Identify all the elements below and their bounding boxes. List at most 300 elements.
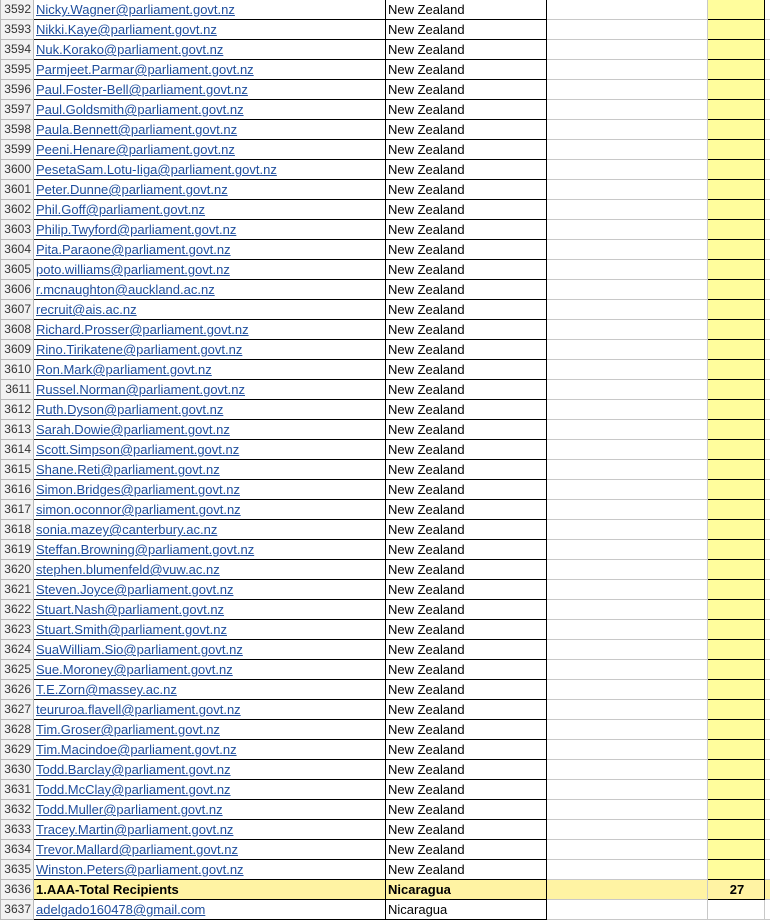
country-cell[interactable]: New Zealand (386, 400, 547, 420)
empty-cell[interactable] (765, 280, 770, 300)
country-cell[interactable]: New Zealand (386, 380, 547, 400)
empty-cell[interactable] (547, 900, 708, 920)
count-cell[interactable] (708, 820, 765, 840)
email-link[interactable]: Stuart.Nash@parliament.govt.nz (34, 600, 386, 620)
country-cell[interactable]: New Zealand (386, 300, 547, 320)
table-row (1, 580, 770, 600)
email-link[interactable]: Philip.Twyford@parliament.govt.nz (34, 220, 386, 240)
count-cell[interactable] (708, 520, 765, 540)
email-link[interactable]: Simon.Bridges@parliament.govt.nz (34, 480, 386, 500)
count-cell[interactable] (708, 160, 765, 180)
country-cell[interactable]: New Zealand (386, 0, 547, 20)
empty-cell[interactable] (547, 640, 708, 660)
row-header[interactable]: 3597 (1, 100, 34, 120)
total-label[interactable]: 1.AAA-Total Recipients (34, 880, 386, 900)
count-cell[interactable] (708, 60, 765, 80)
email-link[interactable]: teururoa.flavell@parliament.govt.nz (34, 700, 386, 720)
empty-cell[interactable] (765, 820, 770, 840)
count-cell[interactable] (708, 560, 765, 580)
empty-cell[interactable] (547, 80, 708, 100)
country-cell[interactable]: New Zealand (386, 140, 547, 160)
country-cell[interactable]: New Zealand (386, 100, 547, 120)
count-cell[interactable] (708, 120, 765, 140)
empty-cell[interactable] (765, 180, 770, 200)
email-link[interactable]: Richard.Prosser@parliament.govt.nz (34, 320, 386, 340)
empty-cell[interactable] (765, 500, 770, 520)
country-cell[interactable]: New Zealand (386, 280, 547, 300)
email-link[interactable]: Ruth.Dyson@parliament.govt.nz (34, 400, 386, 420)
empty-cell[interactable] (547, 180, 708, 200)
empty-cell[interactable] (765, 400, 770, 420)
count-cell[interactable] (708, 420, 765, 440)
empty-cell[interactable] (547, 600, 708, 620)
email-link[interactable]: poto.williams@parliament.govt.nz (34, 260, 386, 280)
empty-cell[interactable] (547, 480, 708, 500)
email-link[interactable]: recruit@ais.ac.nz (34, 300, 386, 320)
row-header[interactable]: 3608 (1, 320, 34, 340)
empty-cell[interactable] (547, 460, 708, 480)
row-header[interactable]: 3624 (1, 640, 34, 660)
country-cell[interactable]: New Zealand (386, 700, 547, 720)
email-link[interactable]: Trevor.Mallard@parliament.govt.nz (34, 840, 386, 860)
empty-cell[interactable] (765, 660, 770, 680)
row-header[interactable]: 3605 (1, 260, 34, 280)
country-cell[interactable]: New Zealand (386, 340, 547, 360)
empty-cell[interactable] (547, 280, 708, 300)
row-header[interactable]: 3622 (1, 600, 34, 620)
email-link[interactable]: Nicky.Wagner@parliament.govt.nz (34, 0, 386, 20)
country-cell[interactable]: New Zealand (386, 320, 547, 340)
count-cell[interactable] (708, 460, 765, 480)
country-cell[interactable]: New Zealand (386, 420, 547, 440)
empty-cell[interactable] (765, 380, 770, 400)
email-link[interactable]: Steffan.Browning@parliament.govt.nz (34, 540, 386, 560)
empty-cell[interactable] (547, 400, 708, 420)
count-cell[interactable] (708, 280, 765, 300)
empty-cell[interactable] (547, 200, 708, 220)
empty-cell[interactable] (547, 380, 708, 400)
empty-cell[interactable] (547, 540, 708, 560)
table-row (1, 780, 770, 800)
empty-cell[interactable] (765, 780, 770, 800)
count-cell[interactable] (708, 700, 765, 720)
row-header[interactable]: 3619 (1, 540, 34, 560)
empty-cell[interactable] (765, 100, 770, 120)
empty-cell[interactable] (765, 480, 770, 500)
country-cell[interactable]: Nicaragua (386, 900, 547, 920)
count-cell[interactable] (708, 680, 765, 700)
empty-cell[interactable] (547, 520, 708, 540)
empty-cell[interactable] (765, 440, 770, 460)
row-header[interactable]: 3607 (1, 300, 34, 320)
empty-cell[interactable] (765, 40, 770, 60)
row-header[interactable]: 3593 (1, 20, 34, 40)
row-header[interactable]: 3637 (1, 900, 34, 920)
empty-cell[interactable] (547, 780, 708, 800)
count-cell[interactable] (708, 720, 765, 740)
row-header[interactable]: 3611 (1, 380, 34, 400)
count-cell[interactable] (708, 640, 765, 660)
empty-cell[interactable] (547, 0, 708, 20)
row-header[interactable]: 3604 (1, 240, 34, 260)
email-link[interactable]: Peter.Dunne@parliament.govt.nz (34, 180, 386, 200)
count-cell[interactable] (708, 480, 765, 500)
empty-cell[interactable] (547, 60, 708, 80)
email-link[interactable]: Tim.Groser@parliament.govt.nz (34, 720, 386, 740)
email-link[interactable]: Phil.Goff@parliament.govt.nz (34, 200, 386, 220)
empty-cell[interactable] (765, 80, 770, 100)
total-count[interactable]: 27 (708, 880, 765, 900)
empty-cell[interactable] (765, 560, 770, 580)
empty-cell[interactable] (547, 160, 708, 180)
country-cell[interactable]: New Zealand (386, 760, 547, 780)
email-link[interactable]: Sue.Moroney@parliament.govt.nz (34, 660, 386, 680)
row-header[interactable]: 3606 (1, 280, 34, 300)
country-cell[interactable]: New Zealand (386, 560, 547, 580)
country-cell[interactable]: New Zealand (386, 200, 547, 220)
row-header[interactable]: 3598 (1, 120, 34, 140)
table-row (1, 100, 770, 120)
empty-cell[interactable] (547, 340, 708, 360)
email-link[interactable]: Tim.Macindoe@parliament.govt.nz (34, 740, 386, 760)
grid-body (1, 0, 770, 920)
country-cell[interactable]: New Zealand (386, 740, 547, 760)
empty-cell[interactable] (547, 360, 708, 380)
table-row (1, 660, 770, 680)
row-header[interactable]: 3634 (1, 840, 34, 860)
email-link[interactable]: Rino.Tirikatene@parliament.govt.nz (34, 340, 386, 360)
row-header[interactable]: 3631 (1, 780, 34, 800)
empty-cell[interactable] (765, 160, 770, 180)
row-header[interactable]: 3635 (1, 860, 34, 880)
table-row (1, 340, 770, 360)
empty-cell[interactable] (765, 580, 770, 600)
empty-cell[interactable] (547, 220, 708, 240)
table-row (1, 60, 770, 80)
empty-cell[interactable] (765, 300, 770, 320)
empty-cell[interactable] (765, 840, 770, 860)
empty-cell[interactable] (765, 360, 770, 380)
email-link[interactable]: Steven.Joyce@parliament.govt.nz (34, 580, 386, 600)
email-link[interactable]: Sarah.Dowie@parliament.govt.nz (34, 420, 386, 440)
row-header[interactable]: 3613 (1, 420, 34, 440)
empty-cell[interactable] (547, 800, 708, 820)
row-header[interactable]: 3623 (1, 620, 34, 640)
email-link[interactable]: Winston.Peters@parliament.govt.nz (34, 860, 386, 880)
email-link[interactable]: simon.oconnor@parliament.govt.nz (34, 500, 386, 520)
empty-cell[interactable] (547, 240, 708, 260)
email-link[interactable]: SuaWilliam.Sio@parliament.govt.nz (34, 640, 386, 660)
empty-cell[interactable] (765, 60, 770, 80)
country-cell[interactable]: New Zealand (386, 500, 547, 520)
empty-cell[interactable] (765, 140, 770, 160)
count-cell[interactable] (708, 500, 765, 520)
count-cell[interactable] (708, 660, 765, 680)
empty-cell[interactable] (765, 520, 770, 540)
email-link[interactable]: Stuart.Smith@parliament.govt.nz (34, 620, 386, 640)
count-cell[interactable] (708, 200, 765, 220)
country-cell[interactable]: New Zealand (386, 520, 547, 540)
row-header[interactable]: 3618 (1, 520, 34, 540)
count-cell[interactable] (708, 20, 765, 40)
email-link[interactable]: Paula.Bennett@parliament.govt.nz (34, 120, 386, 140)
empty-cell[interactable] (765, 320, 770, 340)
count-cell[interactable] (708, 380, 765, 400)
count-cell[interactable] (708, 600, 765, 620)
count-cell[interactable] (708, 100, 765, 120)
empty-cell[interactable] (547, 440, 708, 460)
email-link[interactable]: Ron.Mark@parliament.govt.nz (34, 360, 386, 380)
empty-cell[interactable] (765, 680, 770, 700)
empty-cell[interactable] (765, 20, 770, 40)
count-cell[interactable] (708, 780, 765, 800)
empty-cell[interactable] (765, 760, 770, 780)
empty-cell[interactable] (547, 720, 708, 740)
count-cell[interactable] (708, 240, 765, 260)
country-cell[interactable]: New Zealand (386, 240, 547, 260)
email-link[interactable]: Todd.Muller@parliament.govt.nz (34, 800, 386, 820)
empty-cell[interactable] (547, 820, 708, 840)
row-header[interactable]: 3609 (1, 340, 34, 360)
country-cell[interactable]: New Zealand (386, 680, 547, 700)
empty-cell[interactable] (547, 580, 708, 600)
email-link[interactable]: stephen.blumenfeld@vuw.ac.nz (34, 560, 386, 580)
country-cell[interactable]: New Zealand (386, 460, 547, 480)
empty-cell[interactable] (765, 800, 770, 820)
email-link[interactable]: Pita.Paraone@parliament.govt.nz (34, 240, 386, 260)
email-link[interactable]: Paul.Goldsmith@parliament.govt.nz (34, 100, 386, 120)
country-cell[interactable]: New Zealand (386, 480, 547, 500)
row-header[interactable]: 3636 (1, 880, 34, 900)
count-cell[interactable] (708, 180, 765, 200)
row-header[interactable]: 3633 (1, 820, 34, 840)
country-cell[interactable]: New Zealand (386, 80, 547, 100)
table-row (1, 680, 770, 700)
empty-cell[interactable] (765, 720, 770, 740)
row-header[interactable]: 3595 (1, 60, 34, 80)
empty-cell[interactable] (547, 840, 708, 860)
country-cell[interactable]: New Zealand (386, 120, 547, 140)
email-link[interactable]: sonia.mazey@canterbury.ac.nz (34, 520, 386, 540)
row-header[interactable]: 3599 (1, 140, 34, 160)
table-row (1, 900, 770, 920)
country-cell[interactable]: New Zealand (386, 720, 547, 740)
country-cell[interactable]: New Zealand (386, 620, 547, 640)
country-cell[interactable]: New Zealand (386, 40, 547, 60)
table-row (1, 840, 770, 860)
country-cell[interactable]: New Zealand (386, 820, 547, 840)
row-header[interactable]: 3626 (1, 680, 34, 700)
row-header[interactable]: 3614 (1, 440, 34, 460)
email-link[interactable]: Russel.Norman@parliament.govt.nz (34, 380, 386, 400)
empty-cell[interactable] (547, 700, 708, 720)
empty-cell[interactable] (765, 600, 770, 620)
empty-cell[interactable] (547, 740, 708, 760)
row-header[interactable]: 3600 (1, 160, 34, 180)
empty-cell[interactable] (547, 300, 708, 320)
table-row (1, 520, 770, 540)
count-cell[interactable] (708, 360, 765, 380)
email-link[interactable]: r.mcnaughton@auckland.ac.nz (34, 280, 386, 300)
row-header[interactable]: 3617 (1, 500, 34, 520)
empty-cell[interactable] (765, 620, 770, 640)
country-cell[interactable]: New Zealand (386, 780, 547, 800)
count-cell[interactable] (708, 760, 765, 780)
count-cell[interactable] (708, 80, 765, 100)
row-header[interactable]: 3628 (1, 720, 34, 740)
country-cell[interactable]: New Zealand (386, 260, 547, 280)
count-cell[interactable] (708, 840, 765, 860)
country-cell[interactable]: New Zealand (386, 800, 547, 820)
table-row (1, 220, 770, 240)
empty-cell[interactable] (708, 900, 765, 920)
table-row (1, 860, 770, 880)
row-header[interactable]: 3627 (1, 700, 34, 720)
country-cell[interactable]: New Zealand (386, 660, 547, 680)
country-cell[interactable]: New Zealand (386, 160, 547, 180)
empty-cell[interactable] (765, 640, 770, 660)
empty-cell[interactable] (765, 0, 770, 20)
empty-cell[interactable] (765, 540, 770, 560)
count-cell[interactable] (708, 320, 765, 340)
country-cell[interactable]: New Zealand (386, 600, 547, 620)
row-header[interactable]: 3632 (1, 800, 34, 820)
row-header[interactable]: 3630 (1, 760, 34, 780)
empty-cell[interactable] (765, 860, 770, 880)
email-link[interactable]: Peeni.Henare@parliament.govt.nz (34, 140, 386, 160)
table-row (1, 480, 770, 500)
table-row (1, 720, 770, 740)
empty-cell[interactable] (547, 260, 708, 280)
country-cell[interactable]: New Zealand (386, 440, 547, 460)
empty-cell[interactable] (765, 420, 770, 440)
country-cell[interactable]: New Zealand (386, 360, 547, 380)
empty-cell[interactable] (547, 320, 708, 340)
empty-cell[interactable] (547, 860, 708, 880)
count-cell[interactable] (708, 0, 765, 20)
table-row (1, 620, 770, 640)
empty-cell[interactable] (547, 100, 708, 120)
country-cell[interactable]: New Zealand (386, 860, 547, 880)
country-cell[interactable]: New Zealand (386, 840, 547, 860)
table-row (1, 600, 770, 620)
empty-cell[interactable] (547, 120, 708, 140)
count-cell[interactable] (708, 620, 765, 640)
empty-cell[interactable] (765, 340, 770, 360)
email-link[interactable]: Shane.Reti@parliament.govt.nz (34, 460, 386, 480)
row-header[interactable]: 3596 (1, 80, 34, 100)
empty-cell[interactable] (547, 140, 708, 160)
table-row (1, 540, 770, 560)
empty-cell[interactable] (547, 760, 708, 780)
empty-cell[interactable] (765, 900, 770, 920)
empty-cell[interactable] (765, 220, 770, 240)
empty-cell[interactable] (547, 880, 708, 900)
empty-cell[interactable] (547, 500, 708, 520)
count-cell[interactable] (708, 740, 765, 760)
country-cell[interactable]: New Zealand (386, 540, 547, 560)
empty-cell[interactable] (765, 200, 770, 220)
row-header[interactable]: 3616 (1, 480, 34, 500)
row-header[interactable]: 3615 (1, 460, 34, 480)
row-header[interactable]: 3594 (1, 40, 34, 60)
email-link[interactable]: Scott.Simpson@parliament.govt.nz (34, 440, 386, 460)
count-cell[interactable] (708, 40, 765, 60)
country-cell[interactable]: New Zealand (386, 60, 547, 80)
row-header[interactable]: 3629 (1, 740, 34, 760)
count-cell[interactable] (708, 540, 765, 560)
empty-cell[interactable] (547, 20, 708, 40)
email-link[interactable]: PesetaSam.Lotu-Iiga@parliament.govt.nz (34, 160, 386, 180)
total-row (1, 880, 770, 900)
row-header[interactable]: 3612 (1, 400, 34, 420)
count-cell[interactable] (708, 340, 765, 360)
email-link[interactable]: T.E.Zorn@massey.ac.nz (34, 680, 386, 700)
empty-cell[interactable] (765, 240, 770, 260)
row-header[interactable]: 3625 (1, 660, 34, 680)
count-cell[interactable] (708, 860, 765, 880)
table-row (1, 0, 770, 20)
empty-cell[interactable] (547, 680, 708, 700)
row-header[interactable]: 3602 (1, 200, 34, 220)
country-cell[interactable]: Nicaragua (386, 880, 547, 900)
count-cell[interactable] (708, 400, 765, 420)
email-link[interactable]: Parmjeet.Parmar@parliament.govt.nz (34, 60, 386, 80)
country-cell[interactable]: New Zealand (386, 580, 547, 600)
count-cell[interactable] (708, 220, 765, 240)
table-row (1, 800, 770, 820)
table-row (1, 320, 770, 340)
empty-cell[interactable] (765, 260, 770, 280)
row-header[interactable]: 3603 (1, 220, 34, 240)
empty-cell[interactable] (547, 660, 708, 680)
email-link[interactable]: Paul.Foster-Bell@parliament.govt.nz (34, 80, 386, 100)
email-link[interactable]: Tracey.Martin@parliament.govt.nz (34, 820, 386, 840)
email-link[interactable]: adelgado160478@gmail.com (34, 900, 386, 920)
table-row (1, 80, 770, 100)
empty-cell[interactable] (765, 700, 770, 720)
row-header[interactable]: 3601 (1, 180, 34, 200)
count-cell[interactable] (708, 140, 765, 160)
empty-cell[interactable] (547, 420, 708, 440)
count-cell[interactable] (708, 440, 765, 460)
row-header[interactable]: 3621 (1, 580, 34, 600)
count-cell[interactable] (708, 800, 765, 820)
email-link[interactable]: Todd.Barclay@parliament.govt.nz (34, 760, 386, 780)
table-row (1, 740, 770, 760)
count-cell[interactable] (708, 260, 765, 280)
count-cell[interactable] (708, 580, 765, 600)
empty-cell[interactable] (765, 740, 770, 760)
empty-cell[interactable] (765, 460, 770, 480)
email-link[interactable]: Nuk.Korako@parliament.govt.nz (34, 40, 386, 60)
country-cell[interactable]: New Zealand (386, 20, 547, 40)
country-cell[interactable]: New Zealand (386, 220, 547, 240)
empty-cell[interactable] (547, 40, 708, 60)
empty-cell[interactable] (547, 620, 708, 640)
empty-cell[interactable] (765, 880, 770, 900)
row-header[interactable]: 3620 (1, 560, 34, 580)
country-cell[interactable]: New Zealand (386, 640, 547, 660)
email-link[interactable]: Todd.McClay@parliament.govt.nz (34, 780, 386, 800)
empty-cell[interactable] (547, 560, 708, 580)
empty-cell[interactable] (765, 120, 770, 140)
row-header[interactable]: 3592 (1, 0, 34, 20)
country-cell[interactable]: New Zealand (386, 180, 547, 200)
row-header[interactable]: 3610 (1, 360, 34, 380)
count-cell[interactable] (708, 300, 765, 320)
email-link[interactable]: Nikki.Kaye@parliament.govt.nz (34, 20, 386, 40)
